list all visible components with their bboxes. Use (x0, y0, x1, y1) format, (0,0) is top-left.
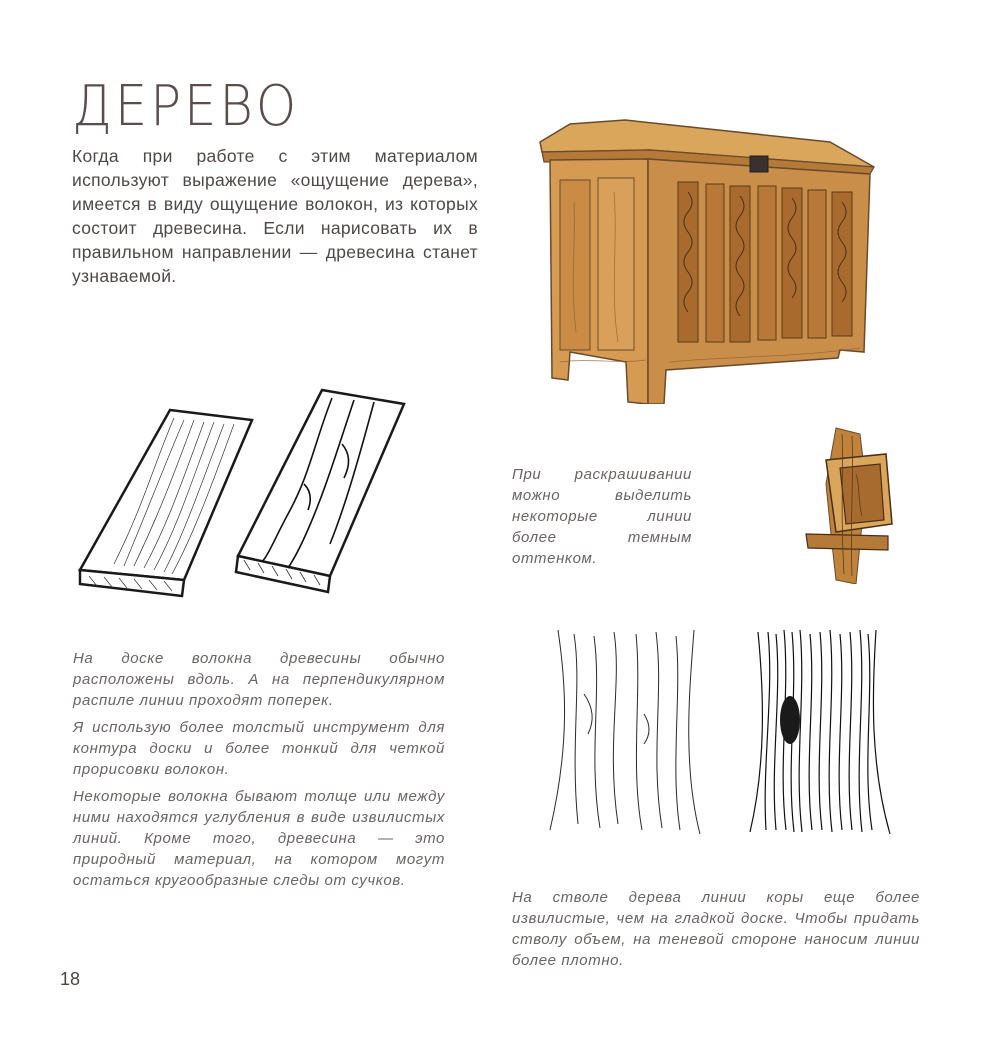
boards-caption-paragraph: Некоторые волокна бывают толще или между ними находятся углубления в виде извилистых линий. Кроме того, древесина — это природный материал, на котором могут остаться кругообразные следы от сучков. (73, 788, 445, 889)
page-number: 18 (60, 969, 81, 989)
intro-paragraph: Когда при работе с этим материалом используют выражение «ощущение дерева», имеется в виду ощущение волокон, из которых состоит древесина. Если нарисовать их в правильном направлении — древесина станет узнаваемой. (72, 146, 478, 286)
boards-caption-paragraph: На доске волокна древесины обычно расположены вдоль. А на перпендикулярном распиле линии проходят поперек. (73, 650, 445, 709)
boards-caption (73, 648, 445, 897)
painted-wood-detail (796, 424, 896, 584)
trunk-caption: На стволе дерева линии коры еще более извилистые, чем на гладкой доске. Чтобы придать стволу объем, на теневой стороне наносим линии более плотно. (512, 889, 920, 969)
page-title: ДЕРЕВО (72, 74, 300, 139)
wooden-chest-illustration (530, 112, 882, 404)
boards-caption-paragraph: Я использую более толстый инструмент для контура доски и более тонкий для четкой прорисовки волокон. (73, 719, 445, 778)
tree-trunks-illustration (544, 624, 896, 836)
painting-caption: При раскрашивании можно выделить некоторые линии более темным оттенком. (512, 466, 692, 567)
boards-illustration (74, 384, 414, 614)
